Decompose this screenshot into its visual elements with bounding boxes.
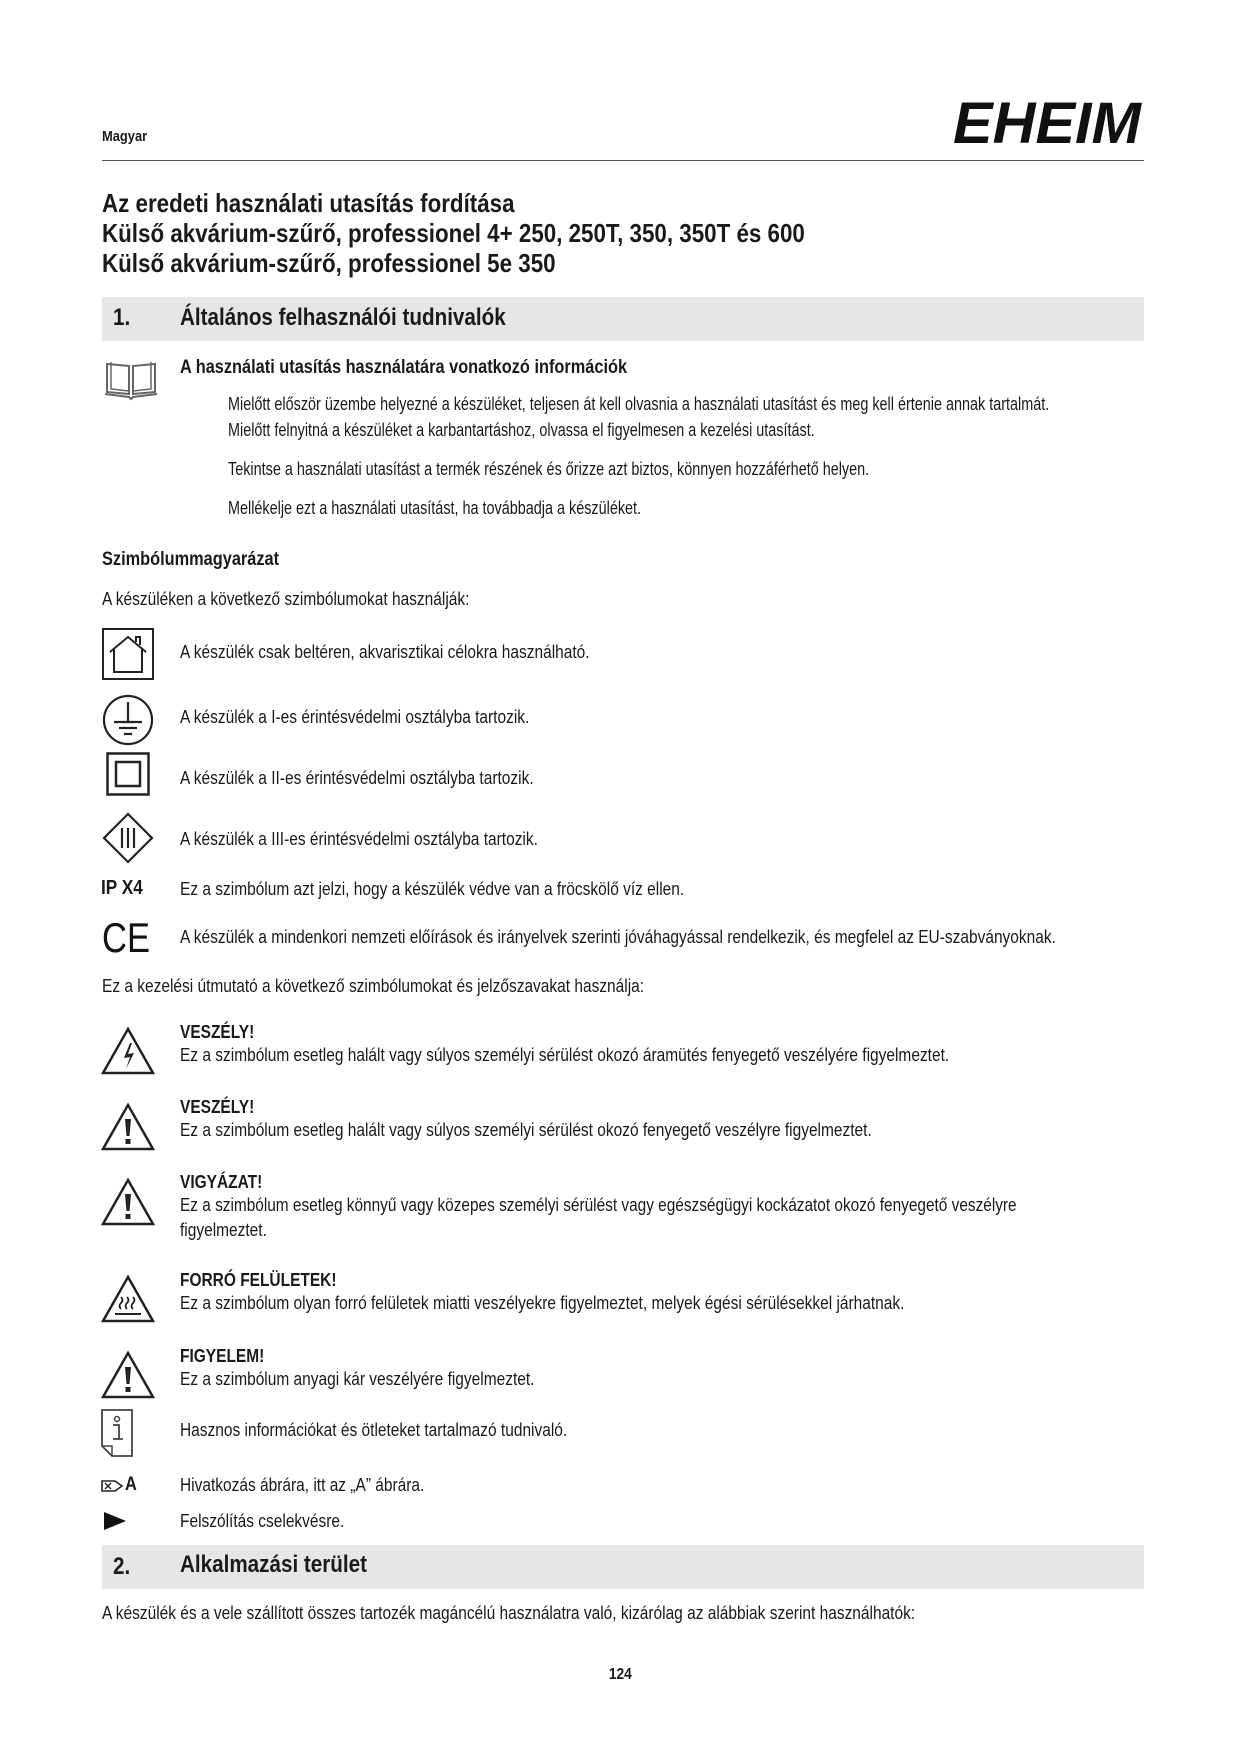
caution-exclamation-icon (101, 1178, 155, 1226)
section-1-title: Általános felhasználói tudnivalók (180, 304, 506, 331)
warning-text-danger: Ez a szimbólum esetleg halált vagy súlyos személyi sérülést okozó fenyegető veszélyre figyelmeztet. (180, 1120, 872, 1140)
manual-info-para-1-line-1: Mielőtt először üzembe helyezné a készüléket, teljesen át kell olvasnia a használati utasítást és meg kell értenie annak tartalmát. (228, 394, 1050, 414)
logo-text: EHEIM (953, 96, 1143, 148)
ip-rating-label: IP X4 (101, 877, 143, 899)
info-note-text: Hasznos információkat és ötleteket tartalmazó tudnivaló. (180, 1420, 568, 1440)
document-title-line-3: Külső akvárium-szűrő, professionel 5e 350 (102, 248, 556, 278)
warning-label-hot-surface: FORRÓ FELÜLETEK! (180, 1270, 337, 1290)
warning-text-caution-line-2: figyelmeztet. (180, 1220, 267, 1240)
symbol-text-class-2: A készülék a II-es érintésvédelmi osztályba tartozik. (180, 768, 534, 788)
warning-text-caution: Ez a szimbólum esetleg könnyű vagy közepes személyi sérülést vagy egészségügyi kockázatot okozó fenyegető veszélyre (180, 1195, 1017, 1215)
protective-earth-icon (102, 694, 154, 746)
symbol-text-ce: A készülék a mindenkori nemzeti előírások és irányelvek szerinti jóváhagyással rendelkezik, és megfelel az EU-szabványoknak. (180, 927, 1056, 947)
electric-hazard-icon (101, 1027, 155, 1075)
document-title-line-1: Az eredeti használati utasítás fordítása (102, 188, 515, 218)
figure-reference-text: Hivatkozás ábrára, itt az „A” ábrára. (180, 1475, 425, 1495)
manual-info-para-1-line-2: Mielőtt felnyitná a készüléket a karbantartáshoz, olvassa el figyelmesen a kezelési utasítást. (228, 420, 815, 440)
warning-label-electric: VESZÉLY! (180, 1022, 255, 1042)
header-rule (102, 160, 1144, 161)
symbol-text-ipx4: Ez a szimbólum azt jelzi, hogy a készülék védve van a fröcskölő víz ellen. (180, 879, 685, 899)
warning-label-caution: VIGYÁZAT! (180, 1172, 263, 1192)
warning-label-danger: VESZÉLY! (180, 1097, 255, 1117)
symbol-text-class-1: A készülék a I-es érintésvédelmi osztályba tartozik. (180, 707, 530, 727)
warning-label-attention: FIGYELEM! (180, 1346, 265, 1366)
action-text: Felszólítás cselekvésre. (180, 1511, 345, 1531)
hot-surface-icon (101, 1275, 155, 1323)
manual-info-para-3: Mellékelje ezt a használati utasítást, ha továbbadja a készüléket. (228, 498, 642, 518)
open-book-icon (103, 358, 159, 400)
warning-text-attention: Ez a szimbólum anyagi kár veszélyére figyelmeztet. (180, 1369, 535, 1389)
class-three-icon (102, 812, 154, 864)
manual-info-para-2: Tekintse a használati utasítást a termék részének és őrizze azt biztos, könnyen hozzáférhető helyen. (228, 459, 870, 479)
symbols-intro: A készüléken a következő szimbólumokat használják: (102, 589, 470, 609)
attention-exclamation-icon (101, 1351, 155, 1399)
section-2-text: A készülék és a vele szállított összes tartozék magáncélú használatra való, kizárólag az alábbiak szerint használhatók: (102, 1603, 916, 1623)
manual-info-heading: A használati utasítás használatára vonatkozó információk (180, 357, 628, 378)
figure-reference-label: A (125, 1474, 137, 1495)
symbol-text-class-3: A készülék a III-es érintésvédelmi osztályba tartozik. (180, 829, 538, 849)
section-2-number: 2. (113, 1553, 131, 1580)
symbols-heading: Szimbólummagyarázat (102, 549, 280, 570)
symbol-text-indoor: A készülék csak beltéren, akvarisztikai célokra használható. (180, 642, 590, 662)
section-1-number: 1. (113, 304, 131, 331)
warning-text-hot-surface: Ez a szimbólum olyan forró felületek miatti veszélyekre figyelmeztet, melyek égési sérülésekkel járhatnak. (180, 1293, 905, 1313)
page-number: 124 (609, 1666, 632, 1683)
warning-text-electric: Ez a szimbólum esetleg halált vagy súlyos személyi sérülést okozó áramütés fenyegető veszélyére figyelmeztet. (180, 1045, 950, 1065)
ce-mark-icon (102, 914, 152, 961)
info-note-icon (100, 1408, 134, 1458)
action-arrow-icon (103, 1511, 127, 1531)
indoor-house-icon (102, 628, 154, 680)
danger-exclamation-icon (101, 1103, 155, 1151)
section-2-title: Alkalmazási terület (180, 1551, 367, 1578)
language-label: Magyar (102, 128, 148, 145)
eheim-logo (951, 96, 1144, 148)
manual-symbols-intro: Ez a kezelési útmutató a következő szimbólumokat és jelzőszavakat használja: (102, 976, 645, 996)
document-title-line-2: Külső akvárium-szűrő, professionel 4+ 250, 250T, 350, 350T és 600 (102, 218, 805, 248)
double-insulation-icon (106, 752, 150, 796)
figure-reference-icon (101, 1479, 123, 1493)
ce-mark-text: CE (102, 914, 150, 961)
